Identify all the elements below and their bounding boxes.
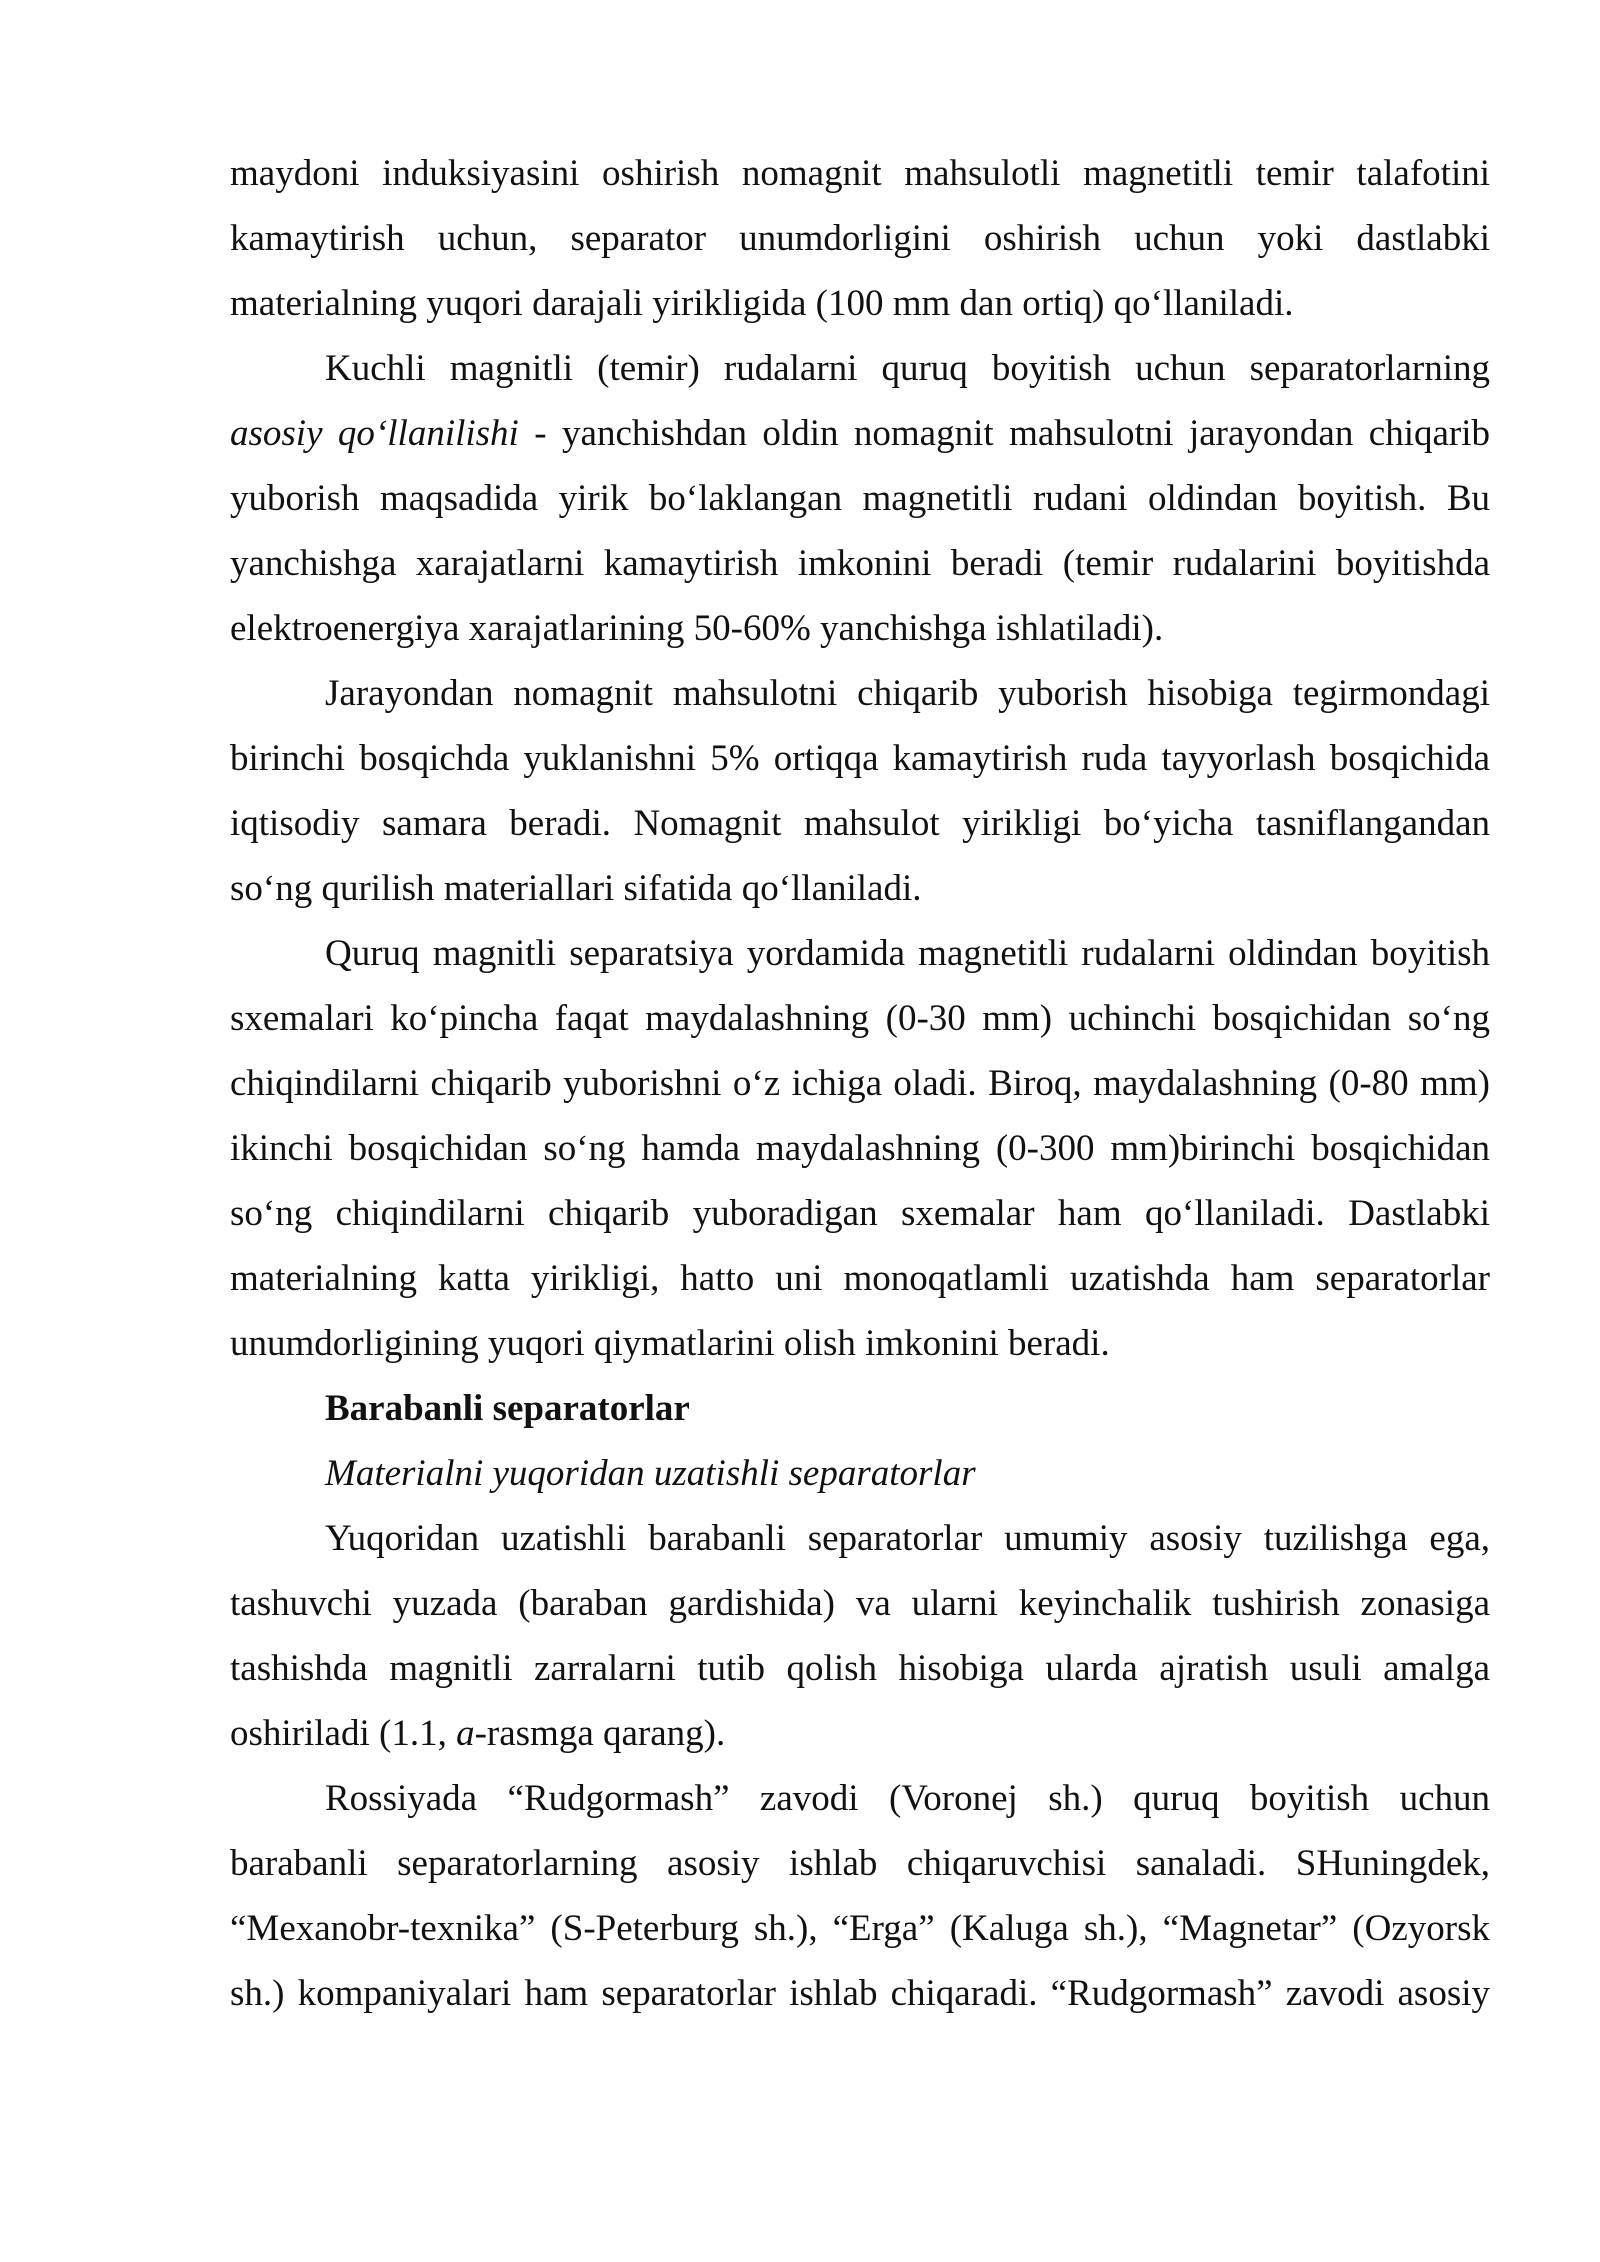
text-line: yanchishga xarajatlarni kamaytirish imkonini beradi (temir rudalarini boyitishda [230, 543, 1490, 584]
text-line: ikinchi bosqichidan so‘ng hamda maydalashning (0-300 mm)birinchi bosqichidan [230, 1128, 1490, 1169]
text-line: so‘ng chiqindilarni chiqarib yuboradigan sxemalar ham qo‘llaniladi. Dastlabki [230, 1193, 1490, 1234]
text-line: chiqindilarni chiqarib yuborishni o‘z ichiga oladi. Biroq, maydalashning (0-80 mm) [230, 1063, 1490, 1104]
text-line: maydoni induksiyasini oshirish nomagnit mahsulotli magnetitli temir talafotini [230, 153, 1490, 194]
text-line: iqtisodiy samara beradi. Nomagnit mahsulot yirikligi bo‘yicha tasniflangandan [230, 803, 1490, 844]
text-line: sh.) kompaniyalari ham separatorlar ishlab chiqaradi. “Rudgormash” zavodi asosiy [230, 1973, 1490, 2014]
figure-letter: a [456, 1713, 475, 1754]
text-line: Yuqoridan uzatishli barabanli separatorlar umumiy asosiy tuzilishga ega, [325, 1518, 1490, 1559]
paragraph [230, 141, 1490, 336]
text-line: Rossiyada “Rudgormash” zavodi (Voronej sh.) quruq boyitish uchun [325, 1778, 1490, 1819]
text-line [230, 401, 1490, 466]
section-headings [230, 1376, 1490, 1506]
text-line: birinchi bosqichda yuklanishni 5% ortiqqa kamaytirish ruda tayyorlash bosqichida [230, 738, 1490, 779]
text-line: Jarayondan nomagnit mahsulotni chiqarib yuborish hisobiga tegirmondagi [325, 673, 1490, 714]
paragraph [230, 1506, 1490, 1766]
text-line: kamaytirish uchun, separator unumdorligini oshirish uchun yoki dastlabki [230, 218, 1490, 259]
text-line: materialning yuqori darajali yirikligida (100 mm dan ortiq) qo‘llaniladi. [230, 283, 1294, 324]
text-line: tashuvchi yuzada (baraban gardishida) va ularni keyinchalik tushirish zonasiga [230, 1583, 1490, 1624]
text-line: tashishda magnitli zarralarni tutib qolish hisobiga ularda ajratish usuli amalga [230, 1648, 1490, 1689]
text-line: Kuchli magnitli (temir) rudalarni quruq boyitish uchun separatorlarning [325, 348, 1490, 389]
text-line: materialning katta yirikligi, hatto uni monoqatlamli uzatishda ham separatorlar [230, 1258, 1490, 1299]
text-line: sxemalari ko‘pincha faqat maydalashning (0-30 mm) uchinchi bosqichidan so‘ng [230, 998, 1490, 1039]
text-line: Quruq magnitli separatsiya yordamida magnetitli rudalarni oldindan boyitish [325, 933, 1490, 974]
text-line: unumdorligining yuqori qiymatlarini olish imkonini beradi. [230, 1323, 1110, 1364]
text-line: so‘ng qurilish materiallari sifatida qo‘llaniladi. [230, 868, 922, 909]
section-heading: Barabanli separatorlar [325, 1388, 690, 1429]
italic-term: asosiy qo‘llanilishi [230, 413, 519, 454]
text-line: elektroenergiya xarajatlarining 50-60% yanchishga ishlatiladi). [230, 608, 1164, 649]
text-segment: oshiriladi (1.1, [230, 1713, 457, 1754]
text-line: barabanli separatorlarning asosiy ishlab chiqaruvchisi sanaladi. SHuningdek, [230, 1843, 1490, 1884]
document-body [230, 141, 1490, 2026]
text-line: yuborish maqsadida yirik bo‘laklangan magnetitli rudani oldindan boyitish. Bu [230, 478, 1490, 519]
paragraph [230, 1766, 1490, 2026]
text-line: “Mexanobr-texnika” (S-Peterburg sh.), “Erga” (Kaluga sh.), “Magnetar” (Ozyorsk [230, 1908, 1490, 1949]
text-segment: -rasmga qarang). [474, 1713, 726, 1754]
paragraph [230, 336, 1490, 661]
paragraph [230, 921, 1490, 1376]
paragraph [230, 661, 1490, 921]
section-subheading: Materialni yuqoridan uzatishli separatorlar [325, 1453, 976, 1494]
text-line [230, 1701, 1490, 1766]
text-segment: - yanchishdan oldin nomagnit mahsulotni jarayondan chiqarib [518, 413, 1491, 454]
